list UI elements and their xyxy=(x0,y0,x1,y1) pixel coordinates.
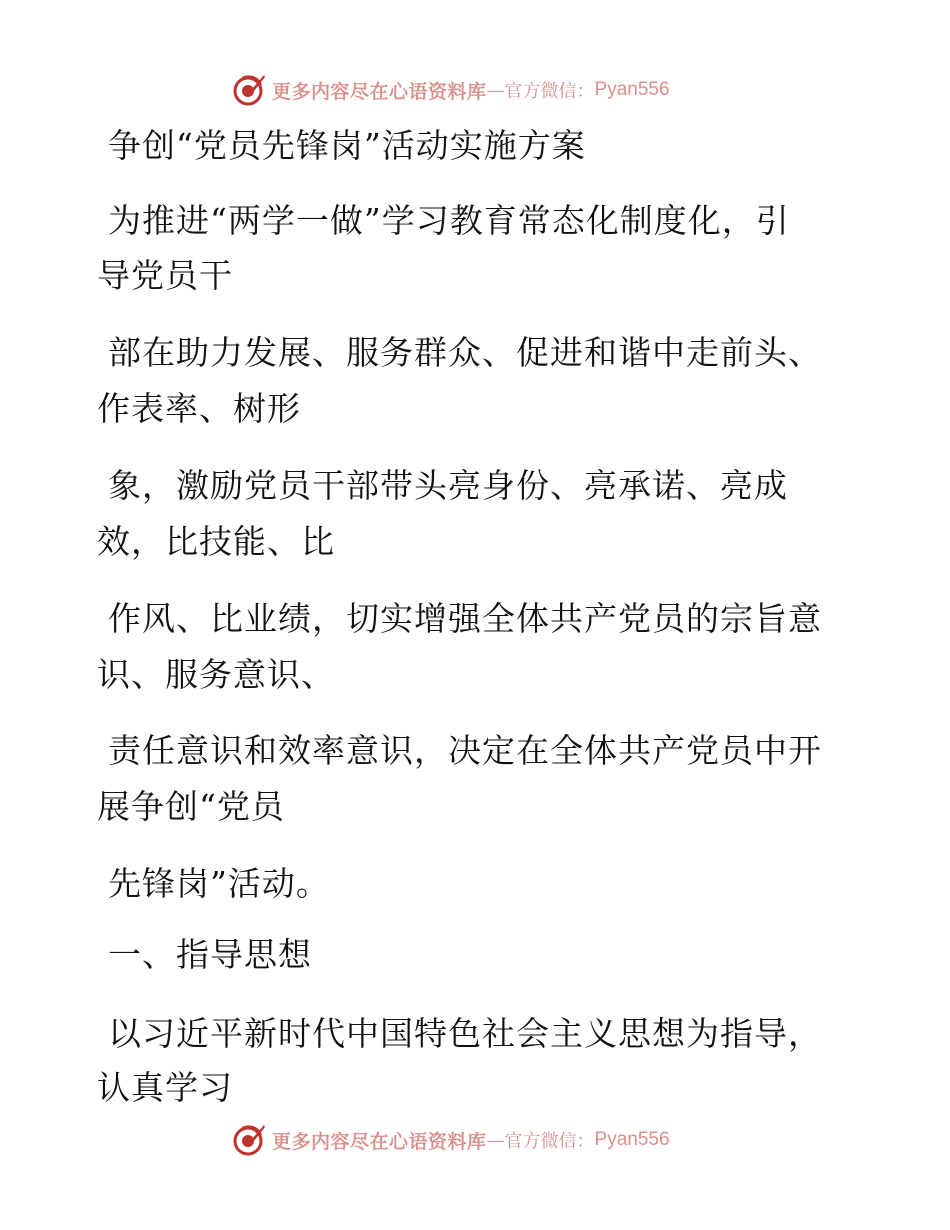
paragraph-line: 作风、比业绩，切实增强全体共产党员的宗旨意 xyxy=(108,599,822,638)
watermark-brand: 更多内容尽在心语资料库 xyxy=(272,1130,487,1153)
watermark-dash: — xyxy=(486,79,505,101)
paragraph-line: 象，激励党员干部带头亮身份、亮承诺、亮成 xyxy=(108,466,788,505)
paragraph-line: 以习近平新时代中国特色社会主义思想为指导， xyxy=(108,1014,822,1053)
watermark-wechat-id: Pyan556 xyxy=(594,1129,670,1150)
paragraph-line: 认真学习 xyxy=(97,1068,233,1107)
section-heading: 一、指导思想 xyxy=(108,935,312,974)
brand-logo-icon xyxy=(232,73,266,107)
watermark-footer xyxy=(232,1120,670,1160)
paragraph-line: 作表率、树形 xyxy=(97,389,301,428)
watermark-dash: — xyxy=(486,1129,505,1151)
paragraph-line: 先锋岗”活动。 xyxy=(108,864,330,903)
watermark-official-label: 官方微信： xyxy=(504,81,595,102)
paragraph-line: 识、服务意识、 xyxy=(97,655,335,694)
watermark-brand: 更多内容尽在心语资料库 xyxy=(272,80,487,103)
paragraph-line: 责任意识和效率意识，决定在全体共产党员中开 xyxy=(108,731,822,770)
paragraph-line: 为推进“两学一做”学习教育常态化制度化，引 xyxy=(108,201,790,240)
document-title: 争创“党员先锋岗”活动实施方案 xyxy=(108,126,586,165)
paragraph-line: 导党员干 xyxy=(97,256,233,295)
brand-logo-icon xyxy=(232,1123,266,1157)
watermark-official-label: 官方微信： xyxy=(504,1131,595,1152)
watermark-header xyxy=(232,70,670,110)
paragraph-line: 部在助力发展、服务群众、促进和谐中走前头、 xyxy=(108,333,822,372)
paragraph-line: 展争创“党员 xyxy=(97,787,285,826)
paragraph-line: 效，比技能、比 xyxy=(97,522,335,561)
watermark-wechat-id: Pyan556 xyxy=(594,79,670,100)
